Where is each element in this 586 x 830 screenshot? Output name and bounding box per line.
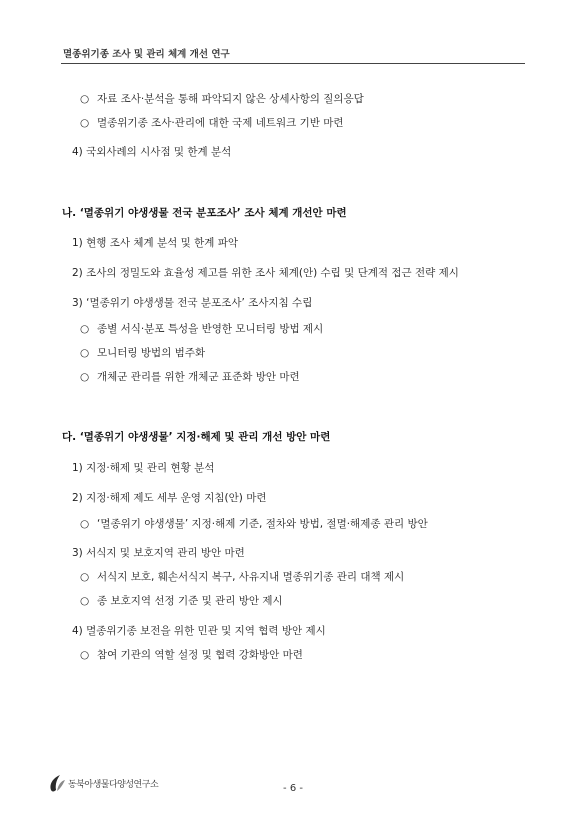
circle-bullet-icon: ○ — [80, 93, 90, 105]
subsection-heading: 3) ‘멸종위기 야생생물 전국 분포조사’ 조사지침 수립 — [72, 297, 313, 309]
subsection-heading: 3) 서식지 및 보호지역 관리 방안 마련 — [72, 547, 245, 559]
list-item: ○ 모니터링 방법의 범주화 — [80, 347, 206, 359]
subsection-heading: 1) 현행 조사 체계 분석 및 한계 파악 — [72, 237, 238, 249]
circle-bullet-icon: ○ — [80, 595, 90, 607]
circle-bullet-icon: ○ — [80, 323, 90, 335]
document-title: 멸종위기종 조사 및 관리 체계 개선 연구 — [63, 49, 230, 60]
organization-logo — [48, 772, 158, 794]
subsection-heading: 4) 멸종위기종 보전을 위한 민관 및 지역 협력 방안 제시 — [72, 625, 326, 637]
subsection-heading: 4) 국외사례의 시사점 및 한계 분석 — [72, 146, 232, 158]
list-item: ○ 멸종위기종 조사·관리에 대한 국제 네트워크 기반 마련 — [80, 117, 344, 129]
circle-bullet-icon: ○ — [80, 571, 90, 583]
subsection-heading: 2) 지정·해제 제도 세부 운영 지침(안) 마련 — [72, 492, 267, 504]
list-item: ○ ‘멸종위기 야생생물’ 지정·해제 기준, 절차와 방법, 절멸·해제종 관리 방안 — [80, 518, 428, 530]
circle-bullet-icon: ○ — [80, 518, 90, 530]
subsection-heading: 2) 조사의 정밀도와 효율성 제고를 위한 조사 체계(안) 수립 및 단계적 접근 전략 제시 — [72, 267, 459, 279]
circle-bullet-icon: ○ — [80, 649, 90, 661]
list-item: ○ 종 보호지역 선정 기준 및 관리 방안 제시 — [80, 595, 283, 607]
header-divider — [61, 63, 525, 64]
organization-name: 동북아생물다양성연구소 — [68, 779, 159, 790]
circle-bullet-icon: ○ — [80, 371, 90, 383]
circle-bullet-icon: ○ — [80, 347, 90, 359]
section-heading: 나. ‘멸종위기 야생생물 전국 분포조사’ 조사 체계 개선안 마련 — [62, 207, 347, 219]
section-heading: 다. ‘멸종위기 야생생물’ 지정·해제 및 관리 개선 방안 마련 — [62, 431, 331, 443]
subsection-heading: 1) 지정·해제 및 관리 현황 분석 — [72, 462, 215, 474]
list-item: ○ 참여 기관의 역할 설정 및 협력 강화방안 마련 — [80, 649, 303, 661]
circle-bullet-icon: ○ — [80, 117, 90, 129]
list-item: ○ 서식지 보호, 훼손서식지 복구, 사유지내 멸종위기종 관리 대책 제시 — [80, 571, 405, 583]
list-item: ○ 종별 서식·분포 특성을 반영한 모니터링 방법 제시 — [80, 323, 324, 335]
leaf-swirl-logo-icon — [48, 772, 66, 794]
list-item: ○ 자료 조사·분석을 통해 파악되지 않은 상세사항의 질의응답 — [80, 93, 364, 105]
page-number: - 6 - — [283, 783, 303, 794]
list-item: ○ 개체군 관리를 위한 개체군 표준화 방안 마련 — [80, 371, 300, 383]
